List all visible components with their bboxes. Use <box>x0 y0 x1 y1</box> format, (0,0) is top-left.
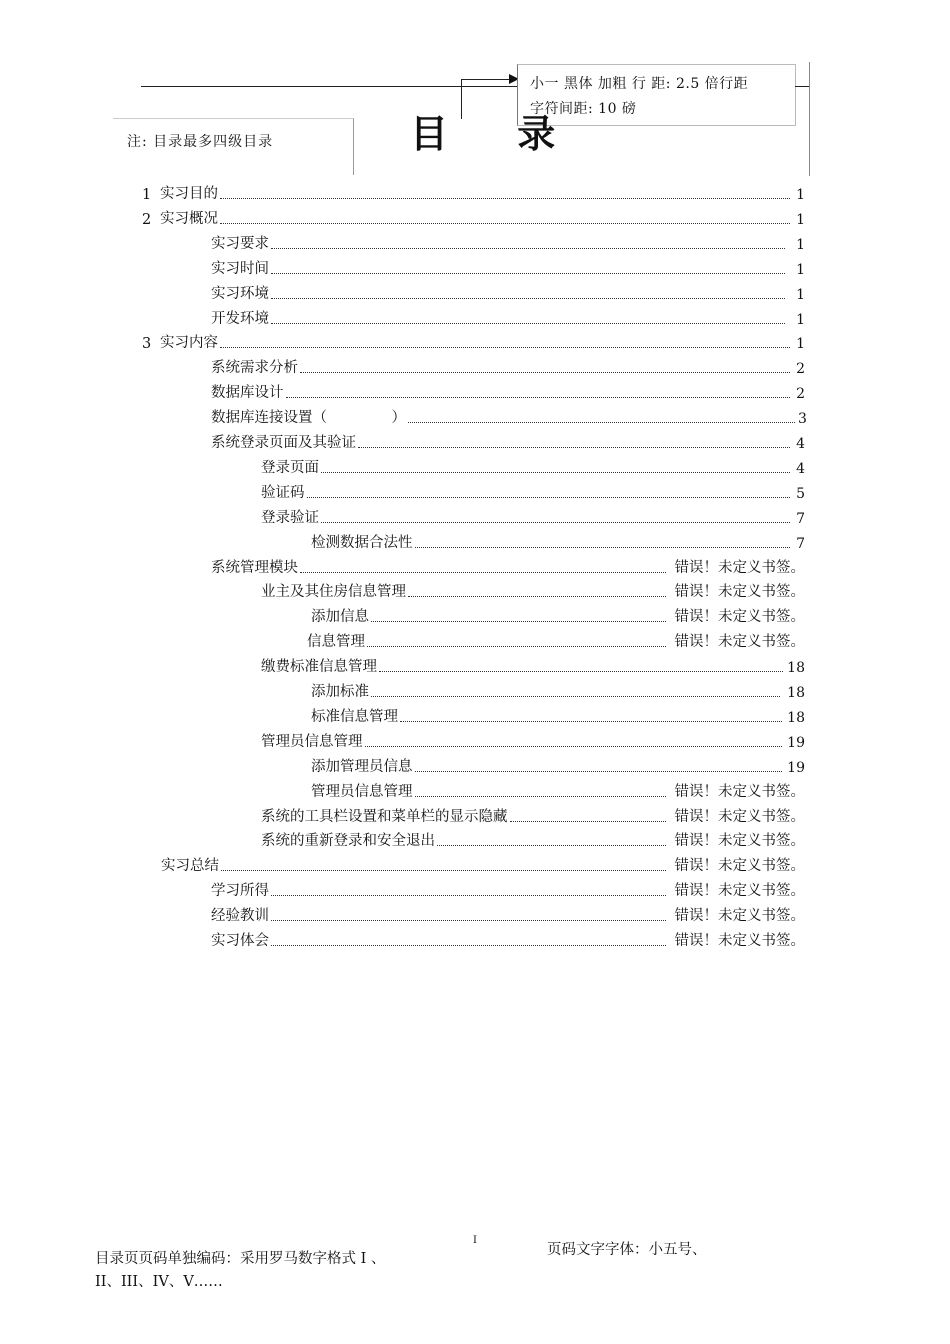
toc-entry-label: 数据库设计 <box>211 385 284 402</box>
toc-entry-label: 检测数据合法性 <box>311 534 413 551</box>
page-title: 目 录 <box>410 112 584 156</box>
toc-bookmark-error: 错误！未定义书签。 <box>674 858 805 875</box>
toc-dot-leader <box>300 372 790 373</box>
toc-entry[interactable] <box>261 651 805 676</box>
toc-bookmark-error: 错误！未定义书签。 <box>674 908 805 925</box>
toc-dot-leader <box>321 472 790 473</box>
toc-entry-label: 实习体会 <box>211 933 269 949</box>
toc-entry-label: 缴费标准信息管理 <box>261 659 377 676</box>
toc-dot-leader <box>271 895 666 896</box>
toc-dot-leader <box>271 945 666 946</box>
toc-page-number: 18 <box>787 685 805 701</box>
toc-entry-label: 实习环境 <box>211 285 269 302</box>
toc-entry[interactable] <box>211 402 805 427</box>
footer-note-line-1: 目录页页码单独编码：采用罗马数字格式 I 、 <box>95 1251 386 1267</box>
toc-page-number: 1 <box>796 211 805 228</box>
toc-entry[interactable] <box>307 626 805 651</box>
footer-note-line-2: II、III、IV、V…… <box>95 1274 223 1290</box>
toc-page-number: 1 <box>796 187 805 203</box>
toc-dot-leader <box>379 671 783 672</box>
toc-entry[interactable] <box>261 452 805 477</box>
toc-entry[interactable] <box>142 203 805 228</box>
toc-dot-leader <box>358 447 790 448</box>
toc-entry-label: 业主及其住房信息管理 <box>261 584 406 601</box>
toc-entry-label: 添加信息 <box>311 609 369 626</box>
toc-dot-leader <box>321 522 790 523</box>
toc-bookmark-error: 错误！未定义书签。 <box>674 883 805 900</box>
toc-bookmark-error: 错误！未定义书签。 <box>674 559 805 576</box>
toc-entry-label: 系统登录页面及其验证 <box>211 435 356 451</box>
toc-entry-label: 系统管理模块 <box>211 559 298 576</box>
toc-bookmark-error: 错误！未定义书签。 <box>674 609 805 626</box>
toc-dot-leader <box>510 821 666 822</box>
margin-line <box>809 62 810 176</box>
note-box <box>113 118 354 175</box>
toc-entry[interactable] <box>161 850 805 875</box>
toc-bookmark-error: 错误！未定义书签。 <box>674 634 805 651</box>
toc-page-number: 1 <box>796 336 805 353</box>
toc-dot-leader <box>271 298 785 299</box>
callout-leader-horizontal <box>461 79 509 80</box>
toc-dot-leader <box>415 796 666 797</box>
annotation-line-1: 小一 黑体 加粗 行 距: 2.5 倍行距 <box>530 76 749 92</box>
toc-entry-label: 系统需求分析 <box>211 360 298 377</box>
toc-dot-leader <box>415 547 791 548</box>
toc-entry[interactable] <box>211 228 805 253</box>
page-number: I <box>473 1235 477 1246</box>
toc-page-number: 2 <box>796 361 805 378</box>
toc-entry[interactable] <box>261 801 805 826</box>
toc-entry-label: 标准信息管理 <box>311 708 398 725</box>
toc-page-number: 5 <box>796 485 805 502</box>
toc-entry[interactable] <box>311 527 805 552</box>
toc-entry[interactable] <box>311 776 805 801</box>
toc-entry-label: 数据库连接设置（ <box>211 410 327 427</box>
toc-entry[interactable] <box>311 601 805 626</box>
note-text: 注: 目录最多四级目录 <box>127 134 274 150</box>
toc-entry-label: 登录页面 <box>261 459 319 476</box>
toc-entry-label: 经验教训 <box>211 908 269 925</box>
toc-entry[interactable] <box>311 701 805 726</box>
toc-entry-label: 实习要求 <box>211 235 269 252</box>
toc-entry[interactable] <box>311 751 805 776</box>
toc-entry-number: 1 <box>142 187 152 203</box>
toc-dot-leader <box>220 223 790 224</box>
toc-bookmark-error: 错误！未定义书签。 <box>674 584 805 601</box>
toc-page-number: 18 <box>787 660 805 677</box>
toc-dot-leader <box>271 920 666 921</box>
toc-entry-label: 验证码 <box>261 484 305 501</box>
toc-dot-leader <box>400 721 782 722</box>
toc-page-number: 2 <box>796 386 805 403</box>
toc-bookmark-error: 错误！未定义书签。 <box>674 808 805 825</box>
toc-dot-leader <box>371 696 780 697</box>
toc-page-number: 1 <box>796 311 805 328</box>
toc-entry-label: 实习总结 <box>161 858 219 875</box>
toc-dot-leader <box>271 273 785 274</box>
toc-entry[interactable] <box>211 253 805 278</box>
toc-entry[interactable] <box>142 178 805 203</box>
toc-entry[interactable] <box>261 825 805 850</box>
toc-page-number: 7 <box>796 535 805 552</box>
toc-dot-leader <box>220 198 790 199</box>
toc-page-number: 1 <box>796 236 805 253</box>
toc-dot-leader <box>220 347 790 348</box>
toc-page-number: 19 <box>787 734 805 751</box>
toc-bookmark-error: 错误！未定义书签。 <box>674 933 805 949</box>
annotation-line-2: 字符间距: 10 磅 <box>530 101 637 117</box>
footer-font-note: 页码文字字体：小五号、 <box>547 1242 707 1258</box>
toc-entry[interactable] <box>261 477 805 502</box>
toc-dot-leader <box>415 771 783 772</box>
toc-page-number: 1 <box>796 261 805 278</box>
toc-entry-label: 实习概况 <box>160 210 218 227</box>
toc-dot-leader <box>307 497 791 498</box>
toc-entry[interactable] <box>211 900 805 925</box>
toc-entry[interactable] <box>211 352 805 377</box>
toc-entry[interactable] <box>211 427 805 452</box>
toc-dot-leader <box>408 596 666 597</box>
toc-page-number: 4 <box>796 460 805 477</box>
toc-dot-leader <box>300 572 666 573</box>
toc-page-number: 19 <box>787 759 805 776</box>
toc-entry[interactable] <box>211 552 805 577</box>
toc-dot-leader <box>367 646 666 647</box>
toc-entry-label: 添加标准 <box>311 684 369 700</box>
toc-dot-leader <box>437 845 666 846</box>
toc-dot-leader <box>365 746 783 747</box>
toc-entry-label: 学习所得 <box>211 883 269 900</box>
toc-entry-label: 开发环境 <box>211 310 269 327</box>
toc-entry[interactable] <box>261 726 805 751</box>
toc-entry-label: 实习目的 <box>160 186 218 202</box>
toc-page-number: 18 <box>787 709 805 726</box>
toc-entry-gap <box>327 411 392 427</box>
toc-entry-label: 添加管理员信息 <box>311 758 413 775</box>
toc-entry[interactable] <box>211 278 805 303</box>
toc-entry-label-tail: ） <box>391 410 407 427</box>
toc-dot-leader <box>221 870 666 871</box>
toc-page-number: 1 <box>796 286 805 303</box>
toc-entry[interactable] <box>142 327 805 352</box>
toc-entry-label: 实习时间 <box>211 260 269 277</box>
toc-page-number: 4 <box>796 436 805 452</box>
toc-entry[interactable] <box>261 502 805 527</box>
toc-entry-label: 实习内容 <box>160 335 218 352</box>
toc-dot-leader <box>408 422 795 423</box>
header-rule-right <box>795 86 809 87</box>
toc-entry[interactable] <box>311 676 805 701</box>
toc-entry[interactable] <box>211 303 805 328</box>
toc-dot-leader <box>371 621 666 622</box>
toc-entry-label: 系统的重新登录和安全退出 <box>261 833 435 850</box>
toc-bookmark-error: 错误！未定义书签。 <box>674 833 805 850</box>
toc-page-number: 3 <box>798 411 807 428</box>
toc-entry-number: 3 <box>142 336 152 353</box>
toc-dot-leader <box>286 397 791 398</box>
toc-bookmark-error: 错误！未定义书签。 <box>674 783 805 800</box>
toc-entry[interactable] <box>261 576 805 601</box>
toc-page-number: 7 <box>796 510 805 527</box>
toc-entry[interactable] <box>211 377 805 402</box>
toc-entry[interactable] <box>211 925 805 950</box>
toc-entry[interactable] <box>211 875 805 900</box>
toc-dot-leader <box>271 323 785 324</box>
toc-dot-leader <box>271 248 785 249</box>
toc-entry-label: 信息管理 <box>307 634 365 651</box>
toc-entry-label: 登录验证 <box>261 509 319 526</box>
toc-entry-label: 系统的工具栏设置和菜单栏的显示隐藏 <box>261 808 508 825</box>
toc-entry-number: 2 <box>142 211 152 228</box>
toc-entry-label: 管理员信息管理 <box>261 733 363 750</box>
toc-entry-label: 管理员信息管理 <box>311 783 413 800</box>
